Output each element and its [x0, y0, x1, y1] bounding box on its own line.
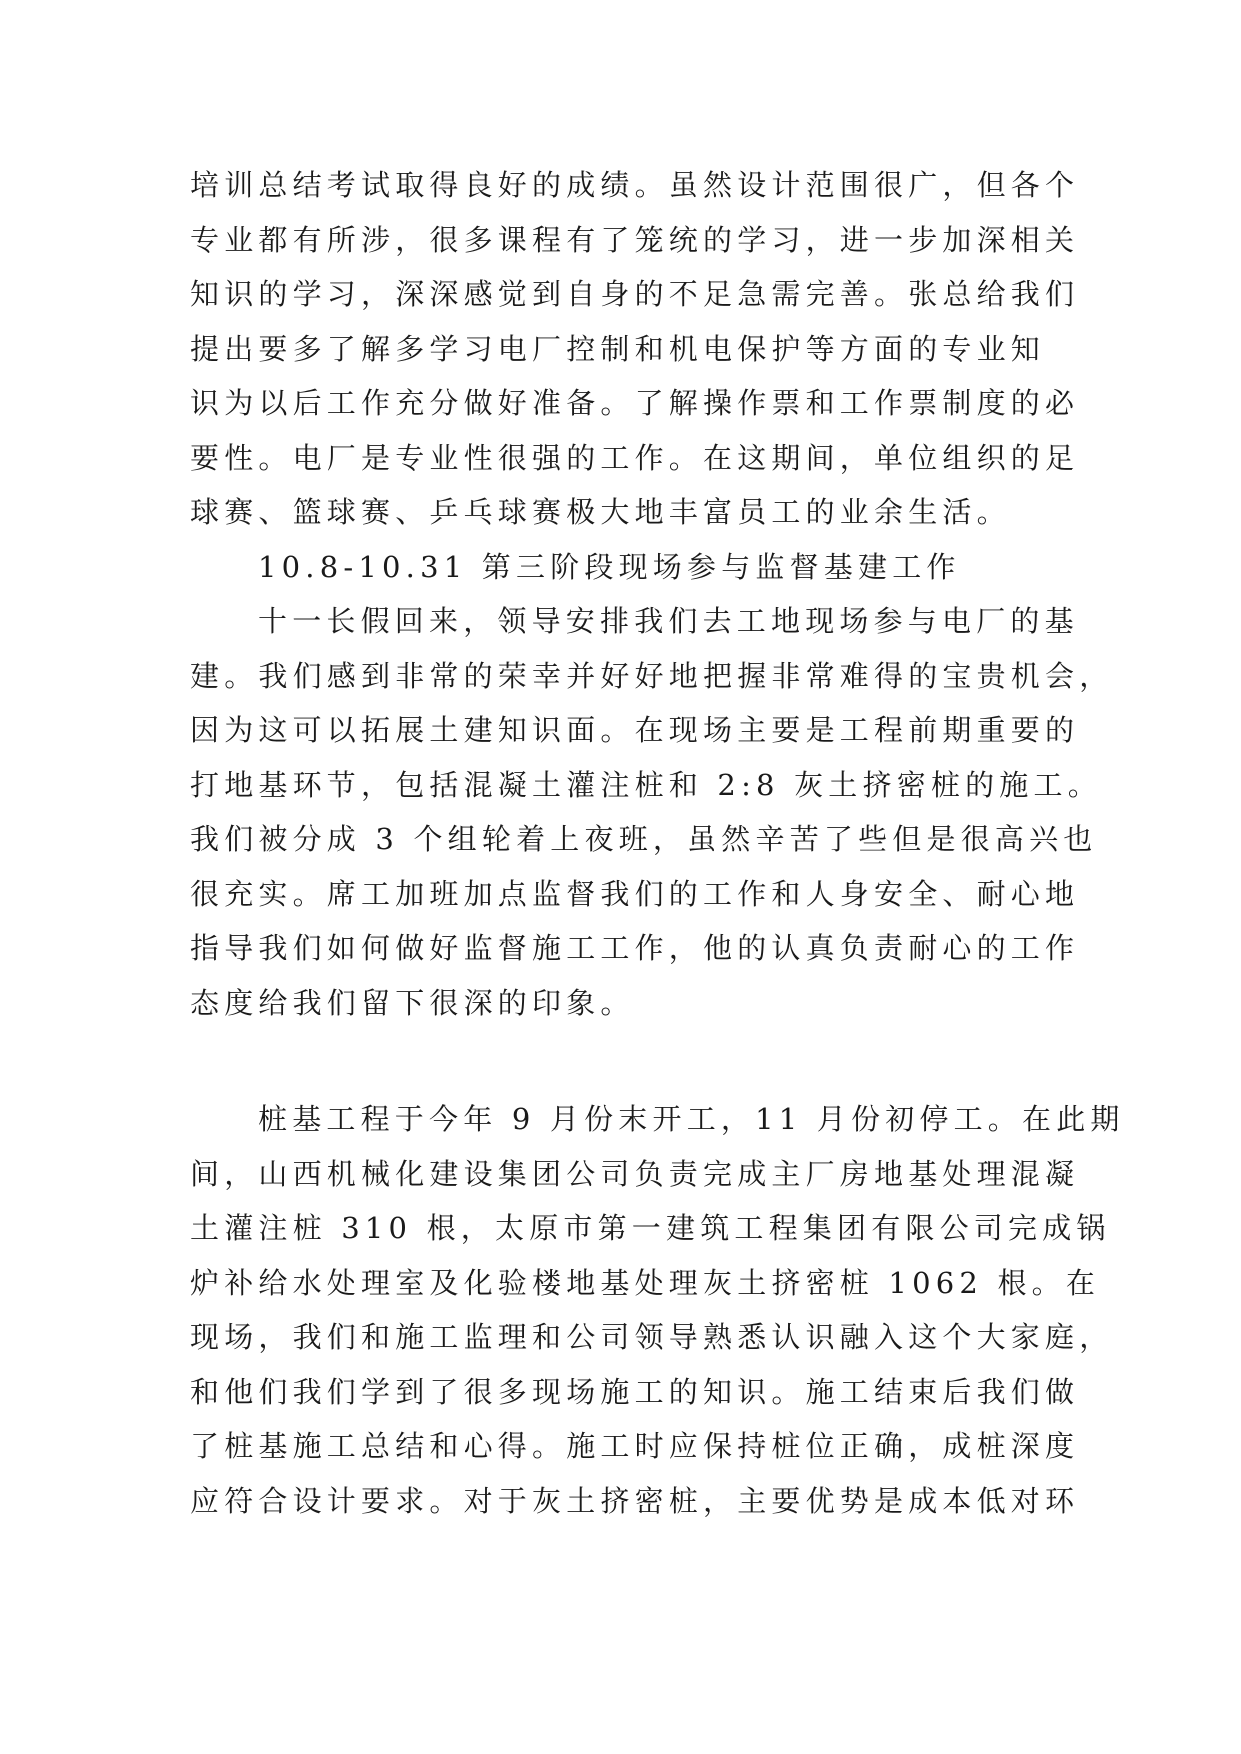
section-heading: 10.8-10.31 第三阶段现场参与监督基建工作 — [258, 549, 961, 584]
text-line: 很充实。席工加班加点监督我们的工作和人身安全、耐心地 — [190, 876, 1080, 911]
text-line: 应符合设计要求。对于灰土挤密桩，主要优势是成本低对环 — [190, 1483, 1080, 1518]
text-line: 我们被分成 3 个组轮着上夜班，虽然辛苦了些但是很高兴也 — [190, 822, 1098, 856]
text-line: 知识的学习，深深感觉到自身的不足急需完善。张总给我们 — [190, 277, 1080, 311]
body-text-block-2 — [190, 1092, 1125, 1528]
text-line: 建。我们感到非常的荣幸并好好地把握非常难得的宝贵机会， — [190, 658, 1114, 693]
text-line: 打地基环节，包括混凝土灌注桩和 2:8 灰土挤密桩的施工。 — [190, 767, 1102, 802]
text-line: 炉补给水处理室及化验楼地基处理灰土挤密桩 1062 根。在 — [190, 1265, 1101, 1300]
text-line: 土灌注桩 310 根，太原市第一建筑工程集团有限公司完成锅 — [190, 1211, 1111, 1245]
text-line: 了桩基施工总结和心得。施工时应保持桩位正确，成桩深度 — [190, 1429, 1080, 1463]
text-line: 间，山西机械化建设集团公司负责完成主厂房地基处理混凝 — [190, 1156, 1080, 1191]
body-text-block-1 — [190, 158, 1114, 1030]
text-line: 因为这可以拓展土建知识面。在现场主要是工程前期重要的 — [190, 713, 1080, 747]
text-line: 态度给我们留下很深的印象。 — [190, 985, 635, 1020]
paragraph-start-line: 桩基工程于今年 9 月份末开工，11 月份初停工。在此期 — [258, 1102, 1125, 1136]
text-line: 现场，我们和施工监理和公司领导熟悉认识融入这个大家庭， — [190, 1320, 1114, 1354]
text-line: 和他们我们学到了很多现场施工的知识。施工结束后我们做 — [190, 1374, 1080, 1409]
text-line: 提出要多了解多学习电厂控制和机电保护等方面的专业知 — [190, 331, 1046, 366]
text-line: 球赛、篮球赛、乒乓球赛极大地丰富员工的业余生活。 — [190, 495, 1011, 529]
text-line: 专业都有所涉，很多课程有了笼统的学习，进一步加深相关 — [190, 222, 1080, 257]
text-line: 识为以后工作充分做好准备。了解操作票和工作票制度的必 — [190, 386, 1080, 420]
text-line: 指导我们如何做好监督施工工作，他的认真负责耐心的工作 — [190, 931, 1080, 965]
paragraph-start-line: 十一长假回来，领导安排我们去工地现场参与电厂的基 — [258, 604, 1079, 638]
text-line: 要性。电厂是专业性很强的工作。在这期间，单位组织的足 — [190, 440, 1080, 475]
text-line: 培训总结考试取得良好的成绩。虽然设计范围很广，但各个 — [190, 168, 1080, 202]
